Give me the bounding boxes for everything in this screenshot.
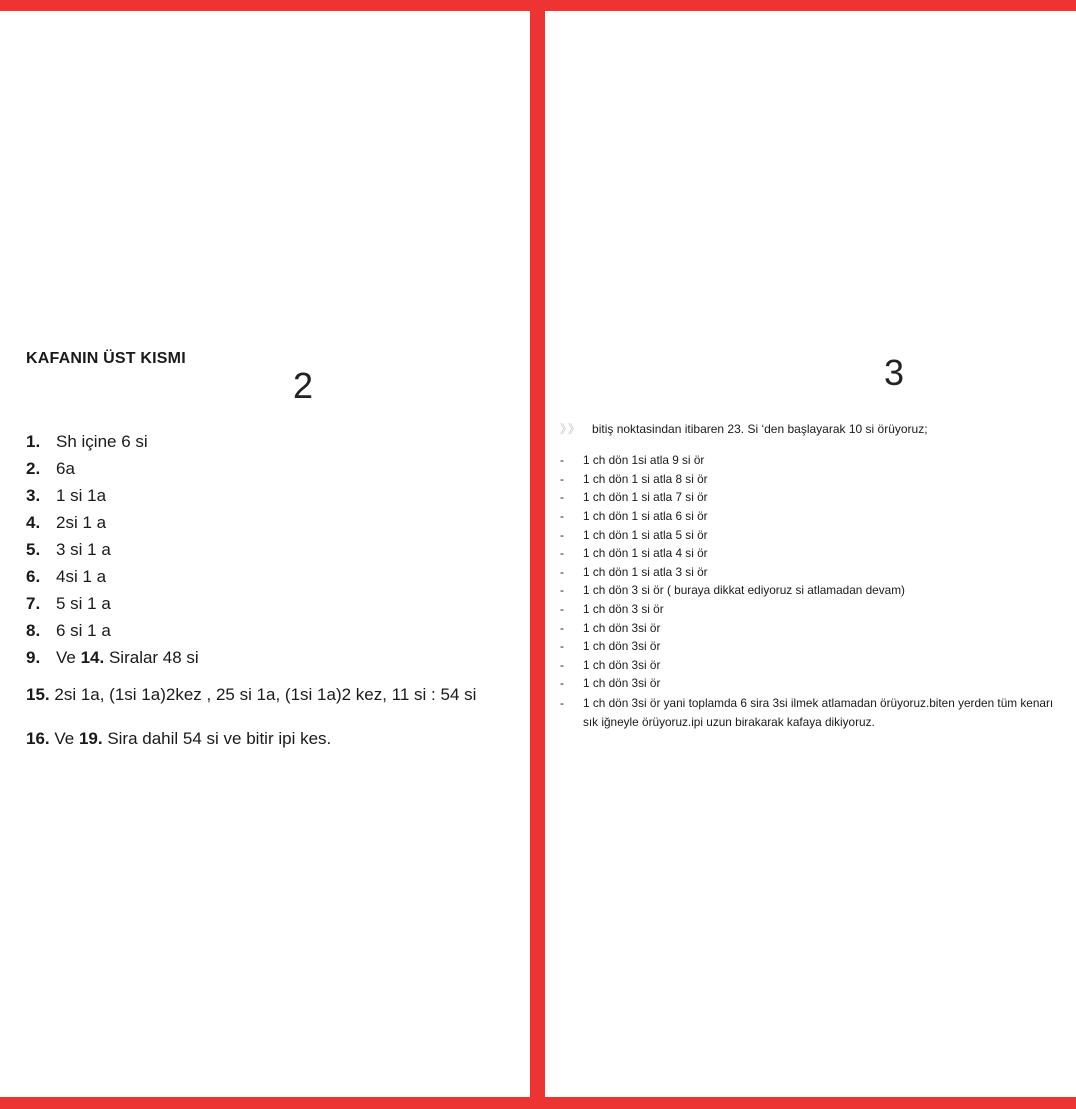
list-item: - 1 ch dön 3si ör [560, 639, 661, 654]
list-item: - 1 ch dön 1 si atla 6 si ör [560, 509, 708, 524]
step-item: 9. Ve 14. Siralar 48 si [26, 647, 199, 667]
list-item: - 1 ch dön 3si ör [560, 657, 661, 672]
list-item: - 1 ch dön 1 si atla 5 si ör [560, 527, 708, 542]
section-title: KAFANIN ÜST KISMI [26, 350, 186, 367]
step-item-15: 15. 2si 1a, (1si 1a)2kez , 25 si 1a, (1si 1a)2 kez, 11 si : 54 si [26, 685, 477, 704]
list-item: - 1 ch dön 3 si ör [560, 602, 664, 617]
instruction-list [560, 451, 905, 693]
list-item: - 1 ch dön 1si atla 9 si ör [560, 453, 705, 468]
red-frame-divider [530, 0, 545, 1109]
intro-text: bitiş noktasindan itibaren 23. Si ‘den başlayarak 10 si örüyoruz; [592, 421, 928, 436]
list-item: - 1 ch dön 1 si atla 4 si ör [560, 546, 708, 561]
step-item: 5. 3 si 1 a [26, 539, 111, 559]
step-item: 8. 6 si 1 a [26, 620, 111, 640]
step-item: 2. 6a [26, 458, 75, 478]
list-item: - 1 ch dön 1 si atla 8 si ör [560, 471, 708, 486]
step-list [26, 428, 199, 671]
step-item: 3. 1 si 1a [26, 485, 107, 505]
page-number-left: 2 [293, 365, 314, 406]
list-item: - 1 ch dön 3si ör [560, 620, 661, 635]
double-arrow-icon: 》》 [560, 422, 583, 436]
list-item: - 1 ch dön 1 si atla 3 si ör [560, 564, 708, 579]
step-item-16: 16. Ve 19. Sira dahil 54 si ve bitir ipi kes. [26, 729, 332, 748]
page-number-right: 3 [884, 352, 905, 393]
list-item: - 1 ch dön 3si ör [560, 676, 661, 691]
step-item: 6. 4si 1 a [26, 566, 107, 586]
list-item: - 1 ch dön 1 si atla 7 si ör [560, 490, 708, 505]
intro-line [560, 420, 928, 437]
list-item: - 1 ch dön 3 si ör ( buraya dikkat ediyoruz si atlamadan devam) [560, 583, 905, 598]
step-item: 4. 2si 1 a [26, 512, 107, 532]
step-item: 7. 5 si 1 a [26, 593, 111, 613]
list-item-last: - 1 ch dön 3si ör yani toplamda 6 sira 3si ilmek atlamadan örüyoruz.biten yerden tüm kenarı sık iğneyle örüyoruz.ipi uzun birakarak kafaya dikiyoruz. [560, 696, 1054, 729]
step-item: 1. Sh içine 6 si [26, 431, 148, 451]
